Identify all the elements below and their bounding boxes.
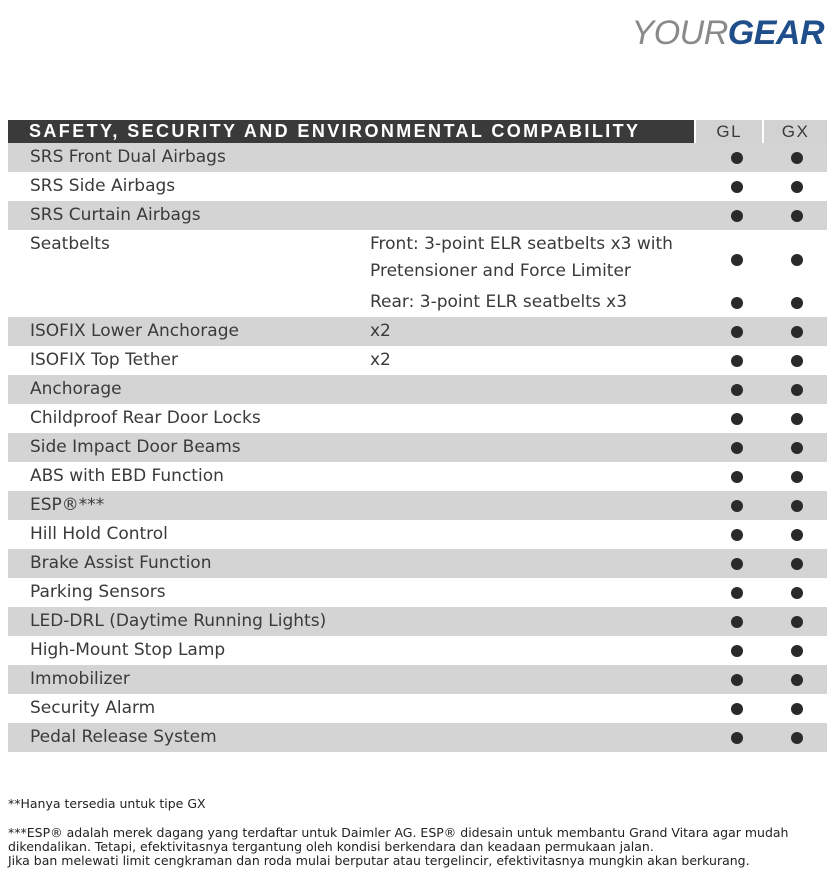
table-row — [8, 694, 827, 723]
gx-mark — [767, 491, 827, 520]
feature-detail-line: Rear: 3-point ELR seatbelts x3 — [370, 292, 628, 312]
table-row-seatbelts — [8, 230, 827, 317]
gl-mark — [706, 665, 767, 694]
feature-name: Parking Sensors — [30, 582, 166, 602]
gx-mark — [767, 172, 827, 201]
standard-dot-icon — [731, 254, 743, 266]
standard-dot-icon — [731, 703, 743, 715]
feature-detail — [348, 694, 706, 723]
table-row — [8, 491, 827, 520]
table-row — [8, 607, 827, 636]
feature-name: Anchorage — [30, 379, 122, 399]
gx-mark — [767, 201, 827, 230]
feature-name: Side Impact Door Beams — [30, 437, 241, 457]
standard-dot-icon — [731, 529, 743, 541]
feature-detail — [348, 636, 706, 665]
gl-mark — [706, 346, 767, 375]
feature-name: LED-DRL (Daytime Running Lights) — [30, 611, 327, 631]
gl-mark — [706, 549, 767, 578]
table-row — [8, 346, 827, 375]
standard-dot-icon — [731, 587, 743, 599]
feature-name: ESP®*** — [30, 495, 105, 515]
standard-dot-icon — [791, 616, 803, 628]
feature-name: Hill Hold Control — [30, 524, 168, 544]
standard-dot-icon — [791, 558, 803, 570]
feature-name: Security Alarm — [30, 698, 156, 718]
gx-mark — [767, 607, 827, 636]
standard-dot-icon — [731, 210, 743, 222]
footnote-gx-only: **Hanya tersedia untuk tipe GX — [8, 796, 206, 811]
gx-mark — [767, 231, 827, 289]
gl-mark — [706, 143, 767, 172]
gx-mark — [767, 636, 827, 665]
gx-mark — [767, 404, 827, 433]
section-title: SAFETY, SECURITY AND ENVIRONMENTAL COMPABILITY — [8, 120, 694, 143]
table-header — [8, 120, 827, 143]
gx-mark — [767, 520, 827, 549]
gl-mark — [706, 723, 767, 752]
standard-dot-icon — [791, 442, 803, 454]
feature-detail-line: Front: 3-point ELR seatbelts x3 with — [370, 234, 673, 254]
gx-mark — [767, 578, 827, 607]
standard-dot-icon — [731, 674, 743, 686]
gx-mark — [767, 723, 827, 752]
standard-dot-icon — [791, 355, 803, 367]
gl-mark — [706, 607, 767, 636]
standard-dot-icon — [791, 645, 803, 657]
standard-dot-icon — [791, 500, 803, 512]
footnote-esp-line2: dikendalikan. Tetapi, efektivitasnya tergantung oleh kondisi berkendara dan keadaan permukaan jalan. — [8, 839, 654, 854]
gx-mark — [767, 694, 827, 723]
feature-name: ABS with EBD Function — [30, 466, 224, 486]
feature-name: SRS Front Dual Airbags — [30, 147, 226, 167]
feature-detail — [348, 578, 706, 607]
column-gl: GL — [694, 120, 762, 143]
table-row — [8, 578, 827, 607]
table-row — [8, 462, 827, 491]
feature-detail: x2 — [370, 321, 391, 341]
gl-mark — [706, 520, 767, 549]
table-row — [8, 520, 827, 549]
standard-dot-icon — [791, 732, 803, 744]
feature-name: ISOFIX Lower Anchorage — [30, 321, 239, 341]
feature-detail — [348, 231, 706, 289]
feature-detail: x2 — [370, 350, 391, 370]
gx-mark — [767, 549, 827, 578]
table-row — [8, 404, 827, 433]
gx-mark — [767, 289, 827, 317]
gl-mark — [706, 404, 767, 433]
feature-name: Pedal Release System — [30, 727, 217, 747]
table-row — [8, 172, 827, 201]
seatbelt-rear — [348, 289, 827, 317]
feature-detail-line: Pretensioner and Force Limiter — [370, 261, 631, 281]
feature-detail — [348, 491, 706, 520]
standard-dot-icon — [791, 703, 803, 715]
standard-dot-icon — [791, 210, 803, 222]
standard-dot-icon — [731, 645, 743, 657]
gx-mark — [767, 462, 827, 491]
gl-mark — [706, 433, 767, 462]
gx-mark — [767, 346, 827, 375]
standard-dot-icon — [731, 413, 743, 425]
feature-name: SRS Side Airbags — [30, 176, 176, 196]
gx-mark — [767, 665, 827, 694]
standard-dot-icon — [791, 297, 803, 309]
standard-dot-icon — [731, 442, 743, 454]
gx-mark — [767, 317, 827, 346]
table-row — [8, 665, 827, 694]
standard-dot-icon — [791, 384, 803, 396]
feature-name: Immobilizer — [30, 669, 130, 689]
seatbelt-front — [348, 230, 827, 289]
feature-name: Brake Assist Function — [30, 553, 212, 573]
gl-mark — [706, 694, 767, 723]
standard-dot-icon — [731, 616, 743, 628]
feature-detail — [348, 404, 706, 433]
standard-dot-icon — [731, 558, 743, 570]
column-gx: GX — [762, 120, 827, 143]
spec-table — [8, 120, 827, 752]
feature-name: ISOFIX Top Tether — [30, 350, 178, 370]
gl-mark — [706, 578, 767, 607]
table-row — [8, 723, 827, 752]
table-row — [8, 317, 827, 346]
gl-mark — [706, 201, 767, 230]
feature-detail — [348, 172, 706, 201]
standard-dot-icon — [731, 355, 743, 367]
table-row — [8, 549, 827, 578]
gl-mark — [706, 462, 767, 491]
standard-dot-icon — [791, 254, 803, 266]
brand-part1: YOUR — [631, 14, 728, 52]
footnote-esp-line3: Jika ban melewati limit cengkraman dan roda mulai berputar atau tergelincir, efektivitasnya mungkin akan berkurang. — [8, 853, 750, 868]
footnote-esp-line1: ***ESP® adalah merek dagang yang terdaftar untuk Daimler AG. ESP® didesain untuk membantu Grand Vitara agar mudah — [8, 825, 789, 840]
seatbelt-details — [348, 230, 827, 317]
feature-detail — [348, 607, 706, 636]
feature-name: High-Mount Stop Lamp — [30, 640, 226, 660]
standard-dot-icon — [791, 413, 803, 425]
gl-mark — [706, 231, 767, 289]
feature-detail — [348, 723, 706, 752]
standard-dot-icon — [791, 674, 803, 686]
gl-mark — [706, 289, 767, 317]
standard-dot-icon — [731, 471, 743, 483]
table-row — [8, 636, 827, 665]
feature-detail — [348, 201, 706, 230]
standard-dot-icon — [731, 326, 743, 338]
footnotes — [8, 797, 788, 868]
standard-dot-icon — [731, 297, 743, 309]
standard-dot-icon — [731, 384, 743, 396]
standard-dot-icon — [791, 152, 803, 164]
gl-mark — [706, 491, 767, 520]
table-row — [8, 143, 827, 172]
standard-dot-icon — [731, 732, 743, 744]
feature-detail — [348, 462, 706, 491]
feature-detail — [348, 433, 706, 462]
standard-dot-icon — [791, 529, 803, 541]
table-row — [8, 375, 827, 404]
gl-mark — [706, 636, 767, 665]
standard-dot-icon — [791, 587, 803, 599]
feature-name: Seatbelts — [30, 234, 110, 254]
gx-mark — [767, 433, 827, 462]
table-row — [8, 201, 827, 230]
standard-dot-icon — [731, 181, 743, 193]
feature-detail — [348, 665, 706, 694]
gl-mark — [706, 172, 767, 201]
gl-mark — [706, 375, 767, 404]
feature-name: Childproof Rear Door Locks — [30, 408, 261, 428]
standard-dot-icon — [731, 152, 743, 164]
standard-dot-icon — [731, 500, 743, 512]
feature-name: SRS Curtain Airbags — [30, 205, 201, 225]
standard-dot-icon — [791, 471, 803, 483]
gx-mark — [767, 375, 827, 404]
brand-title — [632, 14, 824, 53]
gx-mark — [767, 143, 827, 172]
gl-mark — [706, 317, 767, 346]
standard-dot-icon — [791, 326, 803, 338]
standard-dot-icon — [791, 181, 803, 193]
table-row — [8, 433, 827, 462]
feature-detail — [348, 520, 706, 549]
feature-detail — [348, 375, 706, 404]
brand-part2: GEAR — [727, 14, 824, 52]
feature-detail — [348, 549, 706, 578]
feature-detail — [348, 143, 706, 172]
